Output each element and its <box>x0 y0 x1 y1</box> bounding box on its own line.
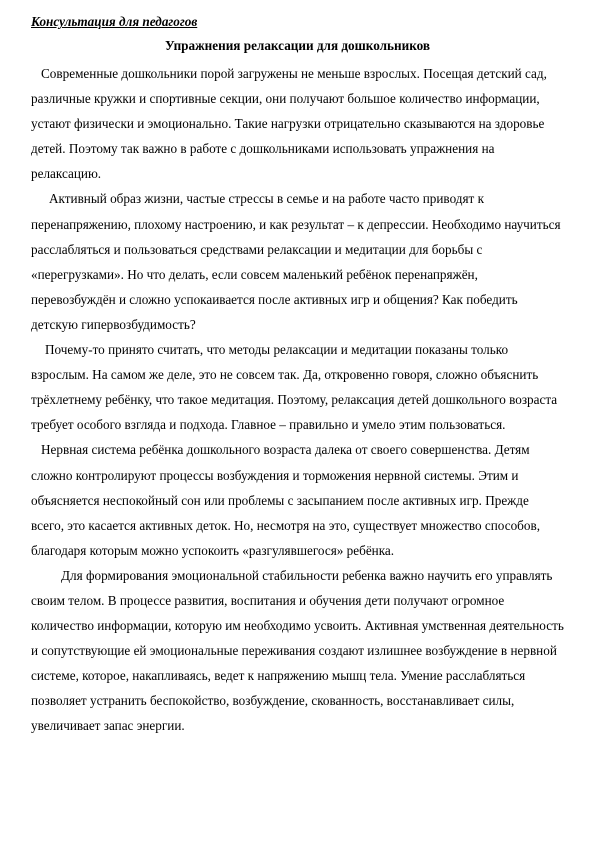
paragraph-1: Современные дошкольники порой загружены не меньше взрослых. Посещая детский сад, различные кружки и спортивные секции, они получают большое количество информации, устают физически и эмоционально. Такие нагрузки отрицательно сказываются на здоровье детей. Поэтому так важно в работе с дошкольниками использовать упражнения на релаксацию. <box>31 66 547 182</box>
paragraph-2: Активный образ жизни, частые стрессы в семье и на работе часто приводят к перенапряжению, плохому настроению, и как результат – к депрессии. Необходимо научиться расслабляться и пользоваться средствами релаксации и медитации для борьбы с «перегрузками». Но что делать, если совсем маленький ребёнок перенапряжён, перевозбуждён и сложно успокаивается после активных игр и общения? Как победить детскую гипервозбудимость? <box>31 191 561 332</box>
document-title: Упражнения релаксации для дошкольников <box>164 38 431 53</box>
paragraph-5: Для формирования эмоциональной стабильности ребенка важно научить его управлять своим телом. В процессе развития, воспитания и обучения дети получают огромное количество информации, которую им необходимо усвоить. Активная умственная деятельность и сопутствующие ей эмоциональные переживания создают излишнее возбуждение в нервной системе, которое, накапливаясь, ведет к напряжению мышц тела. Умение расслабляться позволяет устранить беспокойство, возбуждение, скованность, восстанавливает силы, увеличивает запас энергии. <box>31 567 564 734</box>
paragraph-3: Почему-то принято считать, что методы релаксации и медитации показаны только взрослым. На самом же деле, это не совсем так. Да, откровенно говоря, сложно объяснить трёхлетнему ребёнку, что такое медитация. Поэтому, релаксация детей дошкольного возраста требует особого взгляда и подхода. Главное – правильно и умело этим пользоваться. <box>31 342 558 433</box>
paragraph-4: Нервная система ребёнка дошкольного возраста далека от своего совершенства. Детям сложно контролируют процессы возбуждения и торможения нервной системы. Этим и объясняется неспокойный сон или проблемы с засыпанием после активных игр. Прежде всего, это касается активных деток. Но, несмотря на это, существует множество способов, благодаря которым можно успокоить «разгулявшегося» ребёнка. <box>31 442 540 558</box>
consultation-label: Консультация для педагогов <box>31 14 198 29</box>
